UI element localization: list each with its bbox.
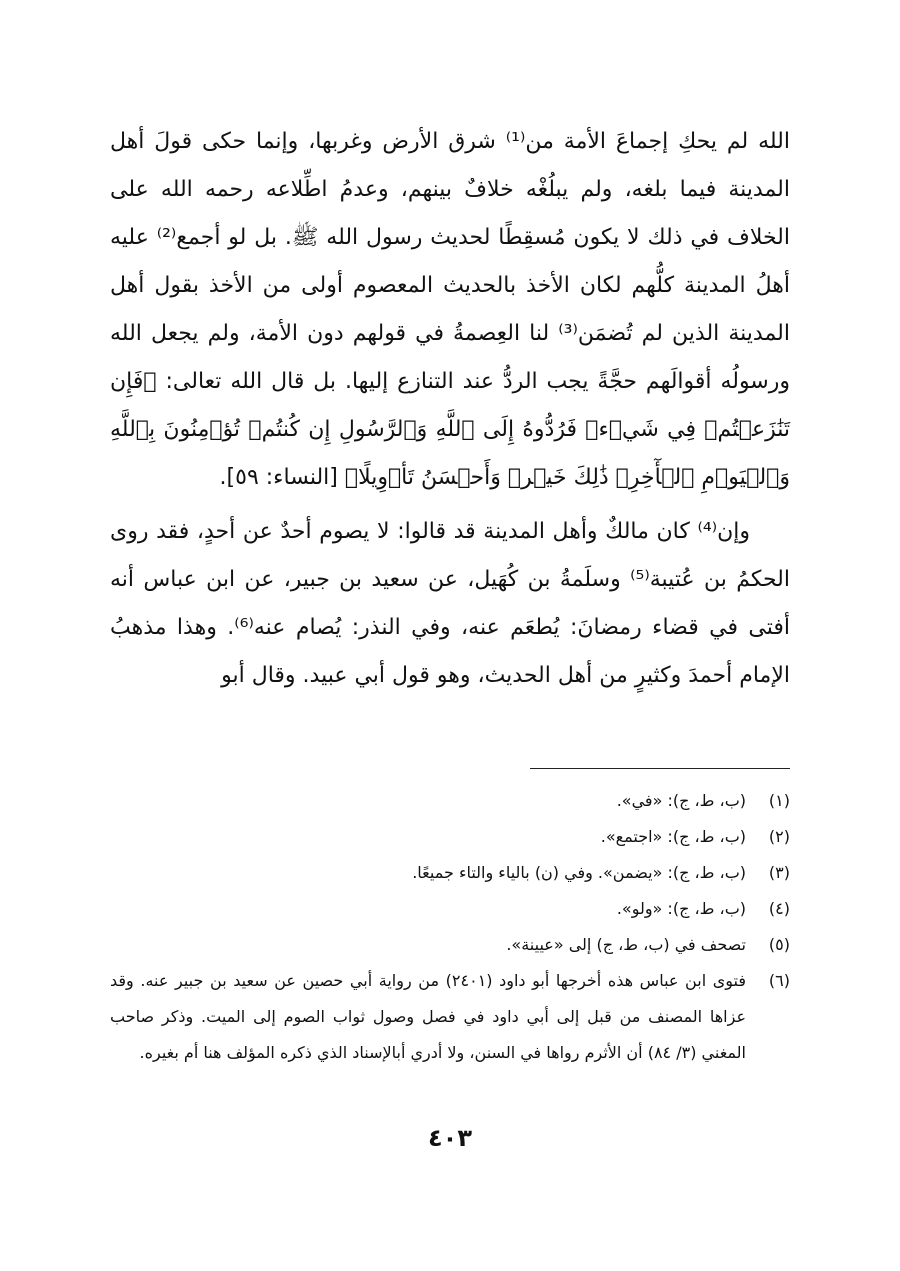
footnote-text: (ب، ط، ج): «يضمن». وفي (ن) بالياء والتاء جميعًا. [412,863,746,882]
footnote-number: (٣) [768,863,790,882]
footnote-text: (ب، ط، ج): «اجتمع». [600,827,746,846]
footnote-number: (٦) [768,971,790,990]
footnote-item [110,963,790,1071]
page-number: ٤٠٣ [428,1124,472,1152]
footnote-text: (ب، ط، ج): «في». [616,791,746,810]
footnotes-list [110,783,790,1071]
body-paragraph: وإن⁽⁴⁾ كان مالكٌ وأهل المدينة قد قالوا: لا يصوم أحدٌ عن أحدٍ، فقد روى الحكمُ بن عُتيبة⁽⁵⁾ وسلَمةُ بن كُهَيل، عن سعيد بن جبير، عن ابن عباس أنه أفتى في قضاء رمضانَ: يُطعَم عنه، وفي النذر: يُصام عنه⁽⁶⁾. وهذا مذهبُ الإمام أحمدَ وكثيرٍ من أهل الحديث، وهو قول أبي عبيد. وقال أبو [110,519,791,688]
main-text [110,118,790,700]
footnote-number: (٤) [768,899,790,918]
body-paragraph: الله لم يحكِ إجماعَ الأمة من⁽¹⁾ شرق الأرض وغربها، وإنما حكى قولَ أهل المدينة فيما بلغه، ولم يبلُغْه خلافٌ بينهم، وعدمُ اطِّلاعه رحمه الله على الخلاف في ذلك لا يكون مُسقِطًا لحديث رسول الله ﷺ. بل لو أجمع⁽²⁾ عليه أهلُ المدينة كلُّهم لكان الأخذ بالحديث المعصوم أولى من الأخذ بقول أهل المدينة الذين لم تُضمَن⁽³⁾ لنا العِصمةُ في قولهم دون الأمة، ولم يجعل الله ورسولُه أقوالَهم حجَّةً يجب الردُّ عند التنازع إليها. بل قال الله تعالى: ﴿فَإِن تَنَٰزَعۡتُمۡ فِي شَيۡءٖ فَرُدُّوهُ إِلَى ٱللَّهِ وَٱلرَّسُولِ إِن كُنتُمۡ تُؤۡمِنُونَ بِٱللَّهِ وَٱلۡيَوۡمِ ٱلۡأٓخِرِۚ ذَٰلِكَ خَيۡرٞ وَأَحۡسَنُ تَأۡوِيلًا﴾ [النساء: ٥٩]. [110,129,790,490]
footnote-text: (ب، ط، ج): «ولو». [616,899,746,918]
footnote-number: (٢) [768,827,790,846]
footnote-item [110,819,790,855]
footnote-number: (١) [768,791,790,810]
footnote-item [110,855,790,891]
footnote-text: تصحف في (ب، ط، ج) إلى «عيينة». [506,935,746,954]
footnote-separator [530,768,790,769]
footnote-item [110,891,790,927]
footnote-text: فتوى ابن عباس هذه أخرجها أبو داود (٢٤٠١) من رواية أبي حصين عن سعيد بن جبير عنه. وقد عزاها المصنف من قبل إلى أبي داود في فصل وصول ثواب الصوم إلى الميت. وذكر صاحب المغني (٣/ ٨٤) أن الأثرم رواها في السنن، ولا أدري أبالإسناد الذي ذكره المؤلف هنا أم بغيره. [110,971,747,1062]
footnote-number: (٥) [768,935,790,954]
footnote-item [110,783,790,819]
footnote-item [110,927,790,963]
